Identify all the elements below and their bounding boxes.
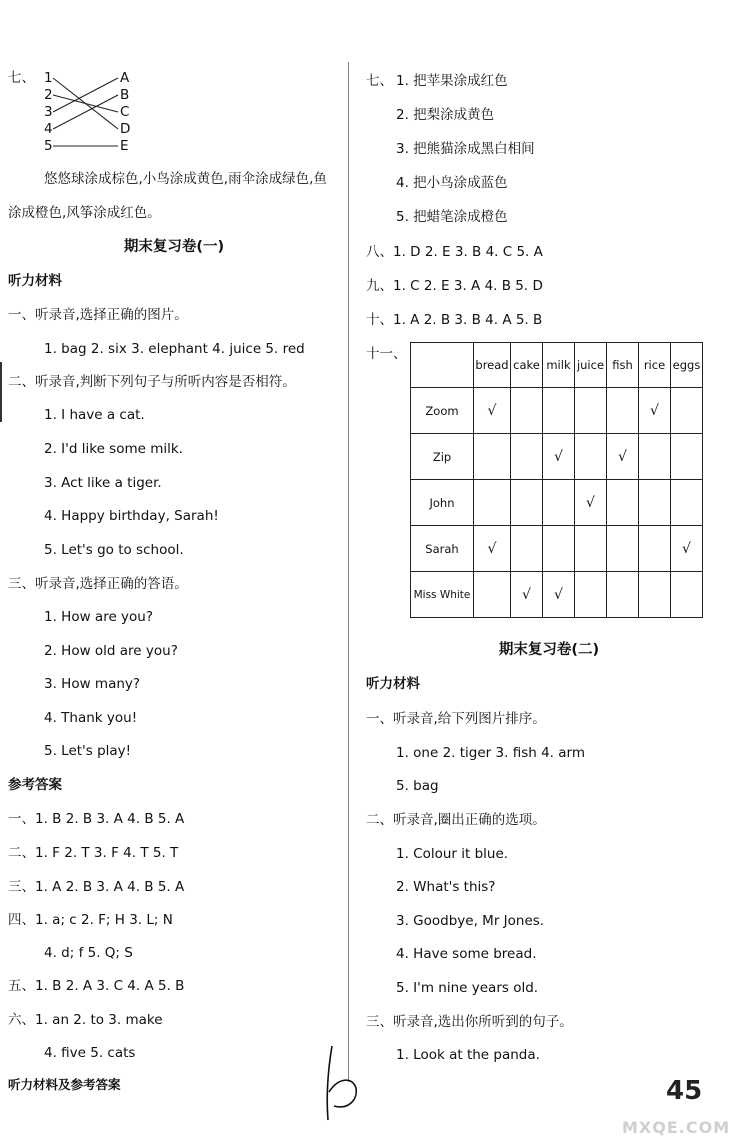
answers-heading: 参考答案 [8,777,62,793]
page-number: 45 [666,1076,703,1106]
r-q7-item: 2. 把梨涂成黄色 [396,107,495,123]
margin-mark [0,362,2,422]
part3-item: 3. How many? [44,676,141,692]
table-cell: √ [607,434,639,480]
q7-text-line2: 涂成橙色,风筝涂成红色。 [8,205,161,221]
table-cell: √ [671,526,703,572]
r-part2-item: 5. I'm nine years old. [396,980,539,996]
match-number-5: 5 [44,138,53,154]
match-number-4: 4 [44,121,53,137]
row-name: Sarah [411,526,474,572]
match-letter-e: E [120,138,129,154]
r-part1-heading: 一、听录音,给下列图片排序。 [366,711,546,727]
column-divider [348,62,349,1082]
table-cell [575,572,607,618]
part3-heading: 三、听录音,选择正确的答语。 [8,576,188,592]
answer-line: 4. d; f 5. Q; S [44,945,133,961]
header-juice: juice [575,343,607,388]
table-cell: √ [543,572,575,618]
table-cell [543,526,575,572]
table-cell [639,480,671,526]
header-milk: milk [543,343,575,388]
r-q7-item: 3. 把熊猫涂成黑白相间 [396,141,535,157]
matching-lines [40,68,125,158]
part1-heading: 一、听录音,选择正确的图片。 [8,307,188,323]
part3-item: 1. How are you? [44,609,154,625]
header-cake: cake [511,343,543,388]
answer-line: 一、1. B 2. B 3. A 4. B 5. A [8,811,185,827]
table-cell [575,526,607,572]
r-q7-item: 4. 把小鸟涂成蓝色 [396,175,508,191]
r-part2-item: 4. Have some bread. [396,946,537,962]
part2-heading: 二、听录音,判断下列句子与所听内容是否相符。 [8,374,296,390]
part2-item: 1. I have a cat. [44,407,145,423]
part3-item: 2. How old are you? [44,643,178,659]
table-row [411,388,703,434]
q7-label: 七、 [8,70,35,86]
table-cell: √ [639,388,671,434]
exam1-title: 期末复习卷(一) [123,239,225,255]
r-part3-item: 1. Look at the panda. [396,1047,540,1063]
match-letter-d: D [120,121,131,137]
q7-text-line1: 悠悠球涂成棕色,小鸟涂成黄色,雨伞涂成绿色,鱼 [44,171,327,187]
match-number-2: 2 [44,87,53,103]
answer-line: 二、1. F 2. T 3. F 4. T 5. T [8,845,179,861]
answer-line: 三、1. A 2. B 3. A 4. B 5. A [8,879,185,895]
handwritten-mark [318,1040,368,1125]
watermark: MXQE.COM [622,1118,731,1137]
r-listening-heading: 听力材料 [366,676,420,692]
listening-heading: 听力材料 [8,273,62,289]
table-cell [474,434,511,480]
row-name: Zoom [411,388,474,434]
part2-item: 5. Let's go to school. [44,542,184,558]
food-table [410,342,703,618]
table-cell [671,480,703,526]
r-q11-label: 十一、 [366,346,407,362]
table-header-row [411,343,703,388]
header-eggs: eggs [671,343,703,388]
match-number-1: 1 [44,70,53,86]
r-q10-answers: 十、1. A 2. B 3. B 4. A 5. B [366,312,543,328]
r-part3-heading: 三、听录音,选出你所听到的句子。 [366,1014,573,1030]
r-part1-line2: 5. bag [396,778,439,794]
footer-label: 听力材料及参考答案 [8,1077,121,1092]
table-row [411,572,703,618]
r-q7-item: 1. 把苹果涂成红色 [396,73,508,89]
r-part2-item: 3. Goodbye, Mr Jones. [396,913,545,929]
table-cell [607,526,639,572]
table-cell [474,480,511,526]
table-cell: √ [543,434,575,480]
header-fish: fish [607,343,639,388]
match-letter-c: C [120,104,130,120]
answer-line: 4. five 5. cats [44,1045,136,1061]
match-letter-b: B [120,87,130,103]
table-row [411,480,703,526]
part1-words: 1. bag 2. six 3. elephant 4. juice 5. red [44,341,305,357]
match-line-2-c [53,95,118,112]
table-cell [575,434,607,480]
header-rice: rice [639,343,671,388]
row-name: Zip [411,434,474,480]
table-cell [543,388,575,434]
answer-line: 六、1. an 2. to 3. make [8,1012,163,1028]
table-cell [511,526,543,572]
row-name: John [411,480,474,526]
r-part1-line1: 1. one 2. tiger 3. fish 4. arm [396,745,585,761]
part2-item: 2. I'd like some milk. [44,441,183,457]
table-row [411,526,703,572]
table-cell [671,434,703,480]
answer-line: 五、1. B 2. A 3. C 4. A 5. B [8,978,185,994]
header-bread: bread [474,343,511,388]
table-cell [607,480,639,526]
r-q7-label: 七、 [366,73,393,89]
table-cell [474,572,511,618]
table-cell [511,434,543,480]
table-cell [639,572,671,618]
table-corner [411,343,474,388]
table-cell: √ [511,572,543,618]
table-cell [607,572,639,618]
r-part2-heading: 二、听录音,圈出正确的选项。 [366,812,546,828]
match-letter-a: A [120,70,130,86]
part3-item: 4. Thank you! [44,710,138,726]
part3-item: 5. Let's play! [44,743,132,759]
r-q9-answers: 九、1. C 2. E 3. A 4. B 5. D [366,278,543,294]
table-row [411,434,703,480]
table-cell [639,526,671,572]
r-q8-answers: 八、1. D 2. E 3. B 4. C 5. A [366,244,543,260]
table-cell [671,388,703,434]
part2-item: 4. Happy birthday, Sarah! [44,508,219,524]
match-line-3-a [53,78,118,112]
r-q7-item: 5. 把蜡笔涂成橙色 [396,209,508,225]
r-part2-item: 2. What's this? [396,879,496,895]
table-cell [671,572,703,618]
answer-line: 四、1. a; c 2. F; H 3. L; N [8,912,173,928]
row-name: Miss White [411,572,474,618]
table-cell [575,388,607,434]
table-cell: √ [474,526,511,572]
table-cell: √ [575,480,607,526]
table-cell [543,480,575,526]
r-part2-item: 1. Colour it blue. [396,846,509,862]
table-cell [511,388,543,434]
table-cell [607,388,639,434]
table-cell [639,434,671,480]
match-number-3: 3 [44,104,53,120]
table-cell: √ [474,388,511,434]
table-cell [511,480,543,526]
part2-item: 3. Act like a tiger. [44,475,162,491]
exam2-title: 期末复习卷(二) [498,642,600,658]
match-line-4-b [53,95,118,129]
